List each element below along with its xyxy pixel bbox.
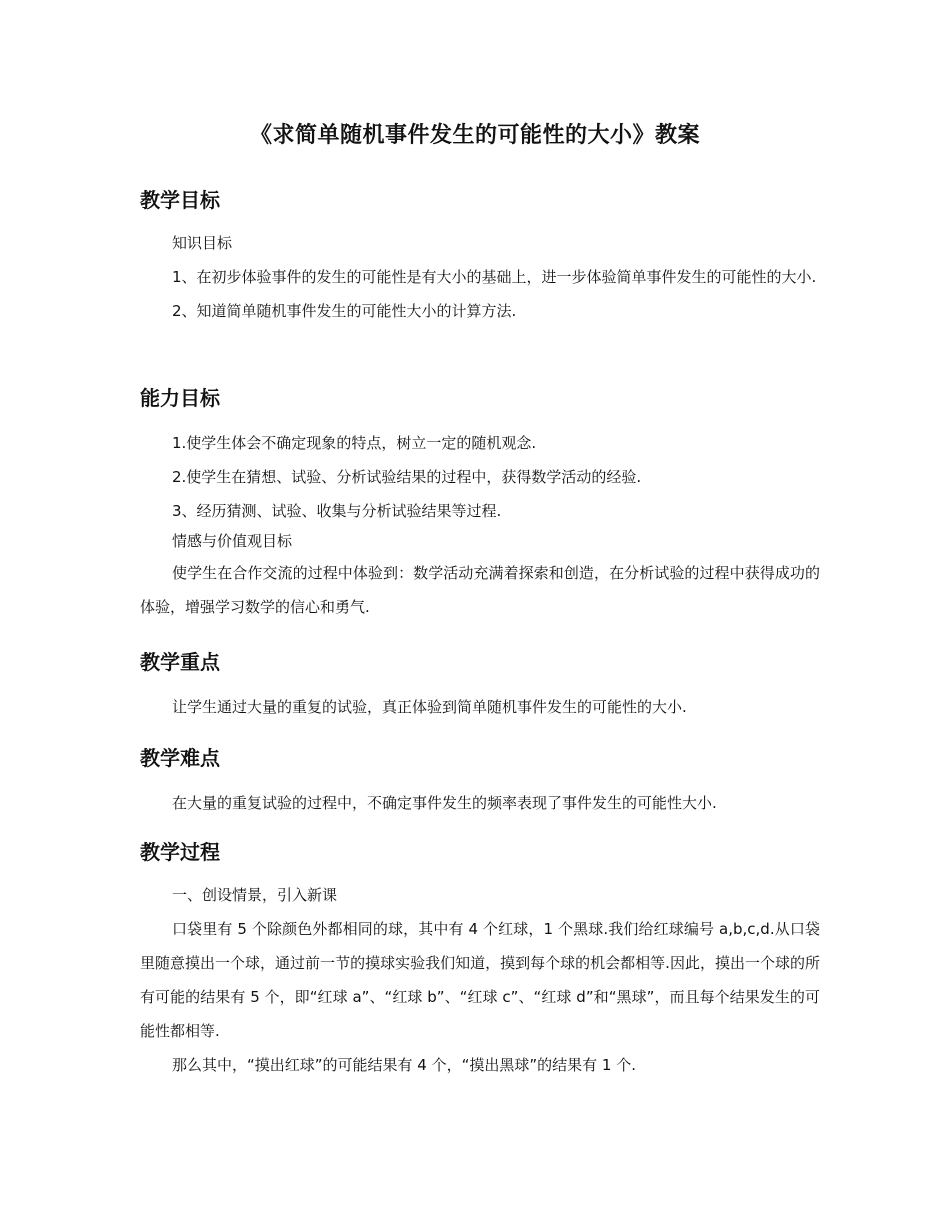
section-heading: 教学重点 xyxy=(140,650,220,674)
document-title: 《求简单随机事件发生的可能性的大小》教案 xyxy=(249,123,700,148)
paragraph: 一、创设情景，引入新课 xyxy=(172,886,338,904)
paragraph: 让学生通过大量的重复的试验，真正体验到简单随机事件发生的可能性的大小. xyxy=(172,698,687,716)
section-heading: 教学目标 xyxy=(140,188,220,212)
section-heading: 教学难点 xyxy=(140,746,220,770)
section-teaching-goals xyxy=(140,186,820,328)
paragraph: 2.使学生在猜想、试验、分析试验结果的过程中，获得数学活动的经验. xyxy=(172,468,642,486)
section-key-points xyxy=(140,648,820,724)
paragraph: 1、在初步体验事件的发生的可能性是有大小的基础上，进一步体验简单事件发生的可能性的大小. xyxy=(172,268,817,286)
section-teaching-process xyxy=(140,838,820,1082)
paragraph: 3、经历猜测、试验、收集与分析试验结果等过程. xyxy=(172,502,502,520)
paragraph: 那么其中，“摸出红球”的可能结果有 4 个，“摸出黑球”的结果有 1 个. xyxy=(172,1056,637,1074)
section-ability-goals xyxy=(140,384,820,624)
paragraph: 知识目标 xyxy=(172,234,233,252)
paragraph: 2、知道简单随机事件发生的可能性大小的计算方法. xyxy=(172,302,517,320)
paragraph: 情感与价值观目标 xyxy=(172,532,293,550)
paragraph: 口袋里有 5 个除颜色外都相同的球，其中有 4 个红球，1 个黑球.我们给红球编号 a,b,c,d.从口袋里随意摸出一个球，通过前一节的摸球实验我们知道，摸到每个球的机会都相等.因此，摸出一个球的所有可能的结果有 5 个，即“红球 a”、“红球 b”、“红球 c”、“红球 d”和“黑球”，而且每个结果发生的可能性都相等. xyxy=(140,920,820,1040)
paragraph: 在大量的重复试验的过程中，不确定事件发生的频率表现了事件发生的可能性大小. xyxy=(172,794,717,812)
section-heading: 能力目标 xyxy=(140,386,220,410)
paragraph: 使学生在合作交流的过程中体验到：数学活动充满着探索和创造，在分析试验的过程中获得成功的体验，增强学习数学的信心和勇气. xyxy=(140,564,820,616)
paragraph: 1.使学生体会不确定现象的特点，树立一定的随机观念. xyxy=(172,434,537,452)
section-difficult-points xyxy=(140,744,820,820)
section-heading: 教学过程 xyxy=(140,840,220,864)
